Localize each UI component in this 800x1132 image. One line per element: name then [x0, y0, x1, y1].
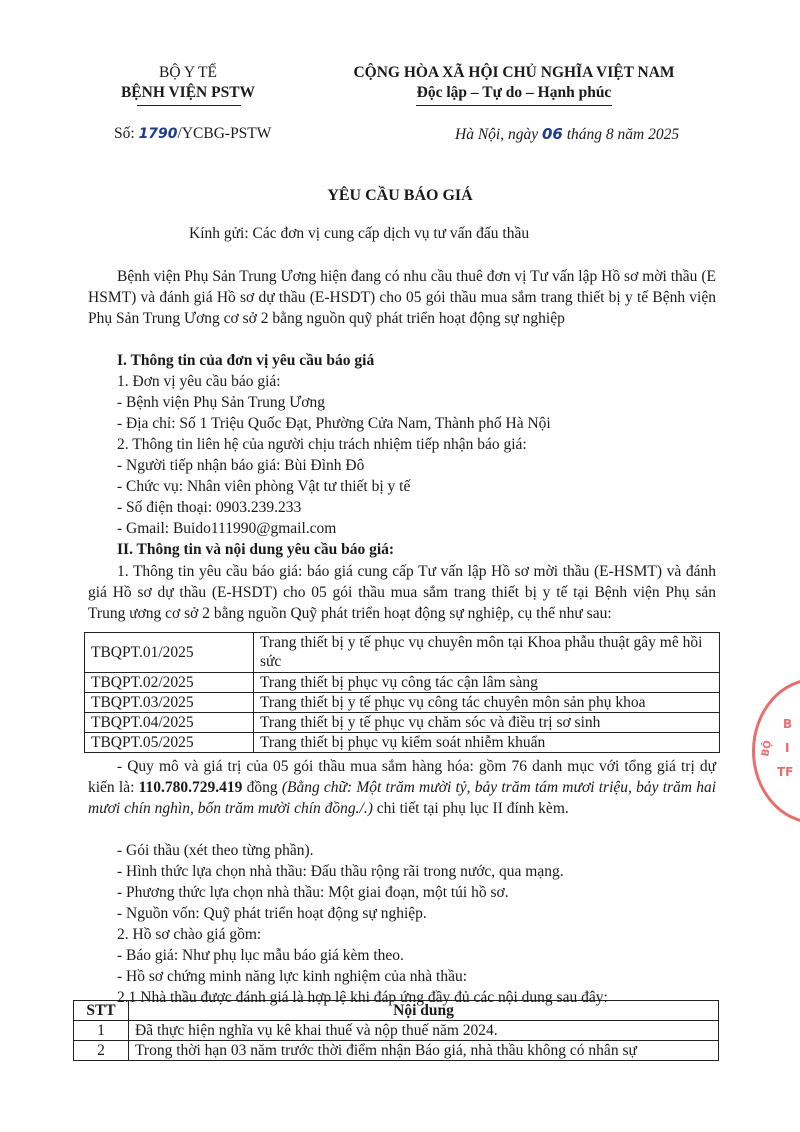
- scale-amount-words: (Bằng chữ: Một trăm mười tỷ, bảy trăm tám mươi triệu, bảy trăm hai mươi chín nghìn, bốn trăm mười chín đồng./.): [88, 779, 717, 817]
- table-row: [85, 693, 720, 713]
- doc-number-prefix: Số:: [114, 125, 135, 142]
- section1-line: 2. Thông tin liên hệ của người chịu trách nhiệm tiếp nhận báo giá:: [117, 436, 527, 453]
- scale-paragraph: [88, 756, 716, 819]
- date-day-handwritten: 06: [541, 125, 563, 143]
- table-row: [85, 713, 720, 733]
- package-desc: Trang thiết bị y tế phục vụ công tác chuyên môn sản phụ khoa: [254, 693, 720, 713]
- date-prefix: Hà Nội, ngày: [455, 126, 539, 143]
- doc-number-handwritten: 1790: [138, 126, 178, 142]
- section2-line: - Gói thầu (xét theo từng phần).: [117, 842, 314, 859]
- package-desc: Trang thiết bị phục vụ kiểm soát nhiễm khuẩn: [254, 733, 720, 753]
- section2-line: - Hồ sơ chứng minh năng lực kinh nghiệm của nhà thầu:: [117, 968, 467, 985]
- criteria-header-row: [74, 1001, 719, 1021]
- section1-line: - Địa chỉ: Số 1 Triệu Quốc Đạt, Phường Cửa Nam, Thành phố Hà Nội: [117, 415, 551, 432]
- criteria-table: [73, 1000, 719, 1061]
- section2-line: - Nguồn vốn: Quỹ phát triển hoạt động sự nghiệp.: [117, 905, 427, 922]
- package-code: TBQPT.03/2025: [85, 693, 254, 713]
- criteria-header-content: Nội dung: [129, 1001, 719, 1021]
- table-row: [85, 673, 720, 693]
- scale-currency: đồng: [242, 779, 282, 796]
- doc-number-suffix: /YCBG-PSTW: [177, 125, 272, 142]
- section2-heading: II. Thông tin và nội dung yêu cầu báo giá:: [117, 541, 395, 558]
- section2-line: - Phương thức lựa chọn nhà thầu: Một giai đoạn, một túi hồ sơ.: [117, 884, 509, 901]
- package-desc: Trang thiết bị y tế phục vụ chuyên môn tại Khoa phẫu thuật gây mê hồi sức: [254, 633, 720, 673]
- table-row: [85, 733, 720, 753]
- section1-line: 1. Đơn vị yêu cầu báo giá:: [117, 373, 281, 390]
- scale-text: - Quy mô và giá trị của 05 gói thầu mua sắm hàng hóa: gồm 76 danh mục với tổng giá trị dự kiến là:: [88, 758, 716, 796]
- section2-line: - Báo giá: Như phụ lục mẫu báo giá kèm theo.: [117, 947, 404, 964]
- stamp-letter: TF: [777, 765, 794, 779]
- package-desc: Trang thiết bị phục vụ công tác cận lâm sàng: [254, 673, 720, 693]
- stamp-letter: I: [785, 741, 790, 755]
- official-seal-stamp: [752, 678, 800, 824]
- criteria-content: Trong thời hạn 03 năm trước thời điểm nhận Báo giá, nhà thầu không có nhân sự: [129, 1041, 719, 1061]
- ministry-name: BỘ Y TẾ: [159, 64, 217, 81]
- table-row: [74, 1041, 719, 1061]
- package-code: TBQPT.01/2025: [85, 633, 254, 673]
- section1-line: - Người tiếp nhận báo giá: Bùi Đình Đô: [117, 457, 365, 474]
- section2-line: - Hình thức lựa chọn nhà thầu: Đấu thầu rộng rãi trong nước, qua mạng.: [117, 863, 564, 880]
- table-row: [74, 1021, 719, 1041]
- motto-underline: [416, 105, 612, 106]
- date-suffix: tháng 8 năm 2025: [566, 126, 680, 143]
- recipient-line: Kính gửi: Các đơn vị cung cấp dịch vụ tư vấn đấu thầu: [189, 225, 530, 242]
- section2-paragraph: 1. Thông tin yêu cầu báo giá: báo giá cung cấp Tư vấn lập Hồ sơ mời thầu (E-HSMT) và đánh giá Hồ sơ dự thầu (E-HSDT) cho 05 gói thầu mua sắm trang thiết bị y tế tại Bệnh viện Phụ sản Trung ương cơ sở 2 bằng nguồn Quỹ phát triển hoạt động sự nghiệp, cụ thể như sau:: [88, 563, 716, 622]
- section1-line: - Chức vụ: Nhân viên phòng Vật tư thiết bị y tế: [117, 478, 411, 495]
- motto: Độc lập – Tự do – Hạnh phúc: [416, 84, 612, 101]
- package-code: TBQPT.02/2025: [85, 673, 254, 693]
- stamp-letter: B: [783, 717, 793, 731]
- criteria-content: Đã thực hiện nghĩa vụ kê khai thuế và nộp thuế năm 2024.: [129, 1021, 719, 1041]
- package-code: TBQPT.05/2025: [85, 733, 254, 753]
- hospital-underline: [137, 105, 241, 106]
- intro-paragraph: Bệnh viện Phụ Sản Trung Ương hiện đang có nhu cầu thuê đơn vị Tư vấn lập Hồ sơ mời thầu (E HSMT) và đánh giá Hồ sơ dự thầu (E-HSDT) cho 05 gói thầu mua sắm trang thiết bị y tế Bệnh viện Phụ Sản Trung Ương cơ sở 2 bằng nguồn quỹ phát triển hoạt động sự nghiệp: [88, 268, 716, 327]
- criteria-stt: 2: [74, 1041, 129, 1061]
- packages-table: [84, 632, 720, 753]
- section1-line: - Bệnh viện Phụ Sản Trung Ương: [117, 394, 325, 411]
- section1-line: - Số điện thoại: 0903.239.233: [117, 499, 302, 516]
- package-code: TBQPT.04/2025: [85, 713, 254, 733]
- document-title: YÊU CẦU BÁO GIÁ: [327, 187, 473, 204]
- doc-number: [114, 125, 271, 143]
- section2-line: 2.1 Nhà thầu được đánh giá là hợp lệ khi đáp ứng đầy đủ các nội dung sau đây:: [117, 989, 608, 1006]
- scale-annex: chi tiết tại phụ lục II đính kèm.: [372, 800, 569, 817]
- nation-title: CỘNG HÒA XÃ HỘI CHỦ NGHĨA VIỆT NAM: [353, 64, 675, 81]
- table-row: [85, 633, 720, 673]
- section1-heading: I. Thông tin của đơn vị yêu cầu báo giá: [117, 352, 375, 369]
- issue-date: [455, 125, 679, 144]
- section2-line: 2. Hồ sơ chào giá gồm:: [117, 926, 262, 943]
- stamp-letter: BỘ: [760, 739, 774, 758]
- scale-amount: 110.780.729.419: [138, 779, 243, 796]
- package-desc: Trang thiết bị y tế phục vụ chăm sóc và điều trị sơ sinh: [254, 713, 720, 733]
- section1-line: - Gmail: Buido111990@gmail.com: [117, 520, 337, 537]
- criteria-header-stt: STT: [74, 1001, 129, 1021]
- hospital-name: BỆNH VIỆN PSTW: [120, 84, 256, 101]
- criteria-stt: 1: [74, 1021, 129, 1041]
